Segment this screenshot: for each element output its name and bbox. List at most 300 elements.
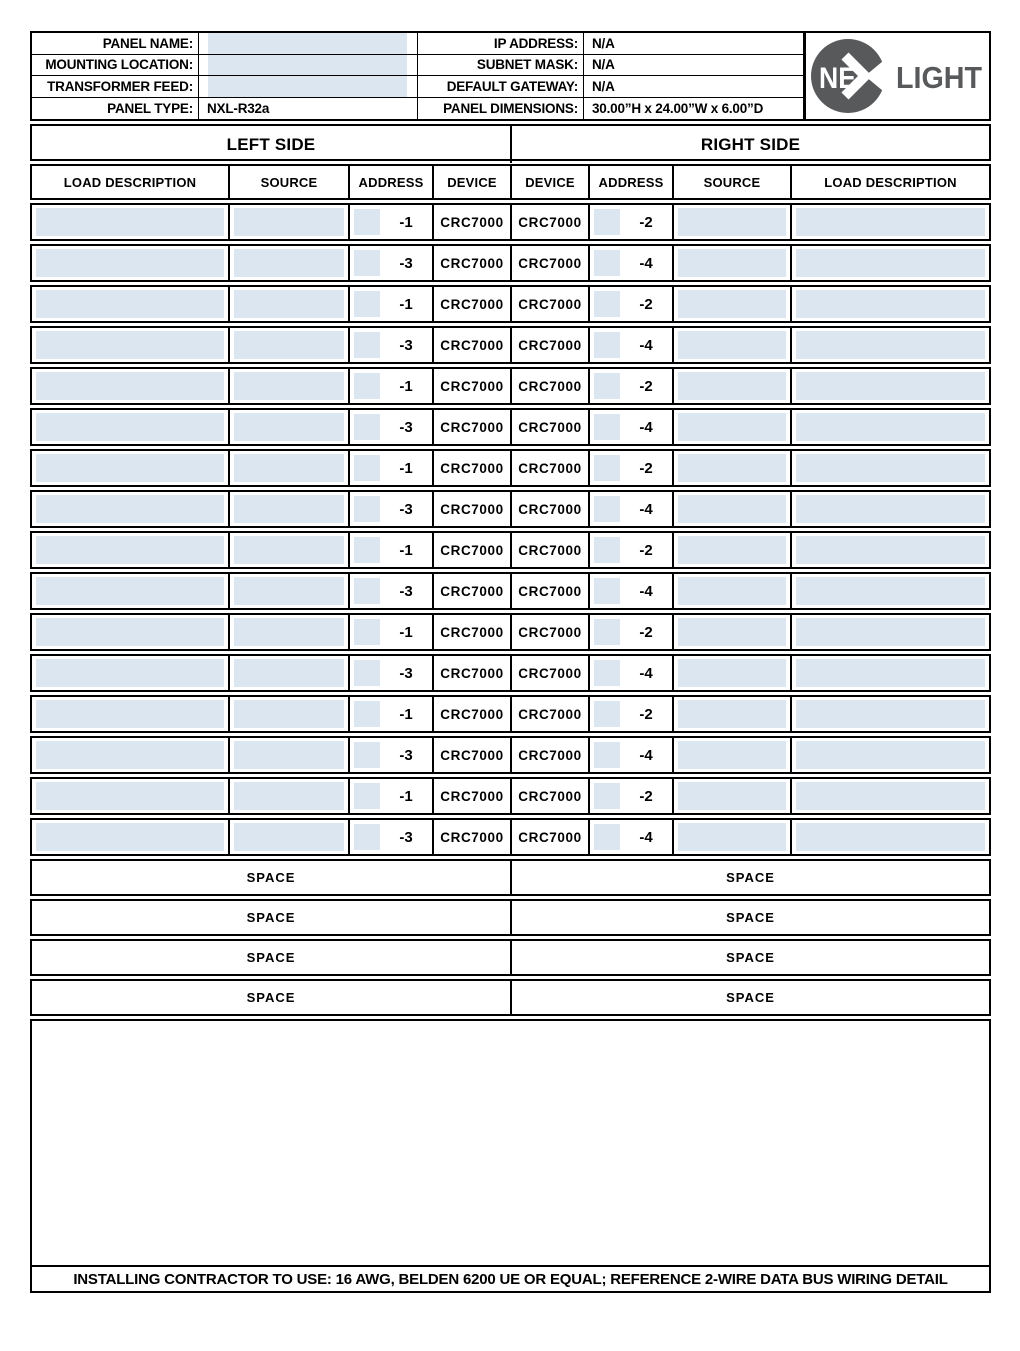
address-cell-left [348,369,432,403]
load-description-input[interactable] [36,536,224,564]
logo-light-text: LIGHT [895,60,982,95]
source-input[interactable] [234,577,344,605]
col-header-text: ADDRESS [598,174,664,190]
load-description-cell-left [32,533,228,567]
device-value: CRC7000 [440,419,504,435]
address-prefix-input[interactable] [354,250,380,276]
address-cell-right [588,205,672,239]
source-input[interactable] [678,413,786,441]
source-input[interactable] [234,618,344,646]
load-description-cell-right [790,410,989,444]
table-row [30,531,991,569]
address-cell-left [348,697,432,731]
space-label: SPACE [246,950,296,965]
space-label: SPACE [726,950,775,965]
address-value: -1 [399,213,413,231]
device-cell-right [510,574,588,608]
device-cell-right [510,656,588,690]
address-prefix-input[interactable] [354,414,380,440]
table-row [30,777,991,815]
load-description-input[interactable] [796,577,985,605]
field-value: 30.00”H x 24.00”W x 6.00”D [592,100,764,116]
field-label: PANEL DIMENSIONS: [443,100,578,116]
source-input[interactable] [234,249,344,277]
load-description-input[interactable] [796,413,985,441]
address-cell-right [588,533,672,567]
space-label: SPACE [726,990,775,1005]
device-cell-left [432,205,510,239]
address-cell-left [348,738,432,772]
source-cell-left [228,492,348,526]
device-cell-left [432,328,510,362]
subnet-mask-field [584,55,804,77]
source-input[interactable] [678,454,786,482]
address-prefix-input[interactable] [594,578,620,604]
address-cell-left [348,410,432,444]
device-cell-right [510,533,588,567]
address-value: -3 [399,746,413,764]
address-prefix-input[interactable] [354,455,380,481]
device-value: CRC7000 [440,788,504,804]
load-description-input[interactable] [36,208,224,236]
device-cell-left [432,820,510,854]
source-cell-left [228,246,348,280]
address-value: -4 [639,254,653,272]
address-cell-right [588,287,672,321]
field-value: NXL-R32a [207,100,270,116]
space-cell-right [510,981,989,1014]
address-cell-right [588,410,672,444]
table-row [30,654,991,692]
space-cell-left [32,941,510,974]
source-cell-left [228,615,348,649]
address-value: -2 [639,541,653,559]
space-label: SPACE [246,870,296,885]
address-cell-right [588,246,672,280]
address-value: -2 [639,705,653,723]
load-description-cell-left [32,328,228,362]
address-value: -4 [639,664,653,682]
space-label: SPACE [246,990,296,1005]
load-description-cell-right [790,205,989,239]
address-cell-left [348,779,432,813]
source-cell-left [228,451,348,485]
col-header-load-description-left [32,166,228,198]
address-prefix-input[interactable] [354,824,380,850]
address-prefix-input[interactable] [594,332,620,358]
space-label: SPACE [726,910,775,925]
panel-name-input[interactable] [208,33,407,54]
address-value: -1 [399,459,413,477]
source-input[interactable] [678,741,786,769]
address-cell-left [348,328,432,362]
table-row [30,613,991,651]
address-prefix-input[interactable] [594,291,620,317]
device-cell-right [510,615,588,649]
address-cell-right [588,328,672,362]
device-cell-left [432,287,510,321]
side-title-text: LEFT SIDE [226,134,316,154]
load-description-input[interactable] [796,536,985,564]
load-description-cell-right [790,615,989,649]
device-value: CRC7000 [440,624,504,640]
address-prefix-input[interactable] [594,824,620,850]
table-row [30,285,991,323]
device-value: CRC7000 [518,706,582,722]
source-input[interactable] [234,741,344,769]
load-description-input[interactable] [796,659,985,687]
space-row [30,899,991,936]
source-cell-right [672,697,790,731]
load-description-input[interactable] [796,208,985,236]
source-cell-left [228,574,348,608]
device-cell-right [510,287,588,321]
source-input[interactable] [234,659,344,687]
load-description-cell-right [790,451,989,485]
load-description-input[interactable] [796,454,985,482]
address-value: -1 [399,541,413,559]
source-input[interactable] [234,331,344,359]
load-description-input[interactable] [796,331,985,359]
device-cell-left [432,738,510,772]
source-cell-right [672,615,790,649]
address-prefix-input[interactable] [354,701,380,727]
address-value: -4 [639,336,653,354]
source-cell-left [228,738,348,772]
space-rows [30,859,991,1016]
source-cell-right [672,205,790,239]
load-description-input[interactable] [796,700,985,728]
mounting-location-label [32,55,199,77]
address-prefix-input[interactable] [594,783,620,809]
load-description-input[interactable] [796,290,985,318]
device-cell-right [510,328,588,362]
device-value: CRC7000 [518,788,582,804]
load-description-cell-right [790,287,989,321]
device-cell-right [510,369,588,403]
space-label: SPACE [726,870,775,885]
field-label: IP ADDRESS: [493,35,578,51]
address-cell-left [348,246,432,280]
col-header-source-right [672,166,790,198]
device-value: CRC7000 [518,829,582,845]
address-cell-left [348,574,432,608]
address-prefix-input[interactable] [354,783,380,809]
load-description-cell-left [32,410,228,444]
address-prefix-input[interactable] [354,660,380,686]
col-header-text: SOURCE [703,174,761,190]
address-cell-right [588,656,672,690]
device-cell-right [510,820,588,854]
source-input[interactable] [678,577,786,605]
source-input[interactable] [678,290,786,318]
col-header-text: DEVICE [525,174,575,190]
source-input[interactable] [678,782,786,810]
address-prefix-input[interactable] [354,496,380,522]
source-cell-left [228,779,348,813]
load-description-input[interactable] [36,741,224,769]
default-gateway-label [418,76,584,98]
address-cell-left [348,820,432,854]
source-input[interactable] [234,782,344,810]
source-input[interactable] [678,208,786,236]
notes-area [30,1019,991,1267]
device-cell-left [432,451,510,485]
source-input[interactable] [678,700,786,728]
panel-info-table [30,31,991,121]
address-value: -2 [639,295,653,313]
load-description-input[interactable] [36,577,224,605]
device-value: CRC7000 [440,501,504,517]
source-input[interactable] [234,495,344,523]
device-value: CRC7000 [440,542,504,558]
load-description-input[interactable] [796,495,985,523]
field-value: N/A [592,35,615,51]
address-cell-right [588,451,672,485]
address-prefix-input[interactable] [594,414,620,440]
address-prefix-input[interactable] [354,332,380,358]
address-value: -2 [639,377,653,395]
load-description-input[interactable] [796,249,985,277]
source-cell-right [672,779,790,813]
source-input[interactable] [678,372,786,400]
mounting-location-input[interactable] [208,55,407,76]
source-cell-right [672,410,790,444]
device-cell-right [510,205,588,239]
source-cell-right [672,492,790,526]
address-prefix-input[interactable] [594,537,620,563]
address-value: -2 [639,787,653,805]
device-cell-left [432,492,510,526]
device-value: CRC7000 [440,255,504,271]
address-cell-left [348,533,432,567]
load-description-input[interactable] [36,331,224,359]
ip-address-field [584,33,804,55]
device-value: CRC7000 [440,829,504,845]
device-value: CRC7000 [440,747,504,763]
address-cell-right [588,574,672,608]
space-row [30,859,991,896]
address-prefix-input[interactable] [354,373,380,399]
field-label: SUBNET MASK: [476,57,578,73]
device-cell-left [432,410,510,444]
panel-type-field [199,98,418,120]
address-prefix-input[interactable] [594,619,620,645]
device-value: CRC7000 [518,378,582,394]
device-value: CRC7000 [518,542,582,558]
address-value: -4 [639,500,653,518]
load-description-input[interactable] [36,290,224,318]
source-cell-left [228,697,348,731]
address-prefix-input[interactable] [354,619,380,645]
device-cell-right [510,492,588,526]
column-header-row [30,164,991,200]
source-cell-left [228,328,348,362]
source-cell-left [228,820,348,854]
source-cell-left [228,656,348,690]
source-cell-left [228,287,348,321]
source-input[interactable] [234,454,344,482]
device-cell-left [432,574,510,608]
source-input[interactable] [234,290,344,318]
address-value: -3 [399,254,413,272]
address-cell-right [588,369,672,403]
space-cell-left [32,981,510,1014]
table-row [30,203,991,241]
col-header-text: DEVICE [447,174,497,190]
source-input[interactable] [678,536,786,564]
device-value: CRC7000 [440,296,504,312]
space-row [30,939,991,976]
load-description-input[interactable] [36,454,224,482]
device-value: CRC7000 [440,378,504,394]
address-prefix-input[interactable] [594,660,620,686]
device-value: CRC7000 [440,583,504,599]
address-cell-right [588,779,672,813]
load-description-input[interactable] [36,249,224,277]
source-input[interactable] [678,823,786,851]
address-prefix-input[interactable] [354,742,380,768]
table-row [30,736,991,774]
space-cell-left [32,901,510,934]
source-input[interactable] [234,372,344,400]
col-header-text: LOAD DESCRIPTION [824,174,957,190]
address-cell-right [588,615,672,649]
device-cell-right [510,246,588,280]
load-description-input[interactable] [796,782,985,810]
address-prefix-input[interactable] [594,701,620,727]
device-value: CRC7000 [518,583,582,599]
table-row [30,408,991,446]
address-prefix-input[interactable] [354,209,380,235]
source-input[interactable] [234,823,344,851]
address-prefix-input[interactable] [354,578,380,604]
panel-name-field [199,33,418,55]
transformer-feed-input[interactable] [208,76,407,97]
address-prefix-input[interactable] [594,455,620,481]
load-description-input[interactable] [36,823,224,851]
load-description-cell-left [32,287,228,321]
data-rows [30,203,991,856]
source-input[interactable] [678,659,786,687]
load-description-input[interactable] [36,782,224,810]
address-cell-left [348,451,432,485]
source-input[interactable] [678,495,786,523]
wiring-note-row [30,1265,991,1293]
address-prefix-input[interactable] [594,373,620,399]
device-cell-right [510,451,588,485]
device-value: CRC7000 [518,337,582,353]
space-cell-right [510,941,989,974]
source-input[interactable] [234,208,344,236]
device-cell-right [510,738,588,772]
transformer-feed-label [32,76,199,98]
device-value: CRC7000 [518,419,582,435]
load-description-cell-right [790,820,989,854]
load-description-cell-left [32,369,228,403]
space-cell-left [32,861,510,894]
address-cell-left [348,615,432,649]
space-cell-right [510,861,989,894]
device-cell-right [510,410,588,444]
address-prefix-input[interactable] [594,209,620,235]
device-value: CRC7000 [518,665,582,681]
source-input[interactable] [234,413,344,441]
source-input[interactable] [678,331,786,359]
source-input[interactable] [678,618,786,646]
device-value: CRC7000 [440,460,504,476]
address-value: -3 [399,664,413,682]
col-header-text: ADDRESS [358,174,424,190]
load-description-input[interactable] [36,372,224,400]
address-value: -3 [399,418,413,436]
load-description-cell-left [32,492,228,526]
source-input[interactable] [678,249,786,277]
device-cell-right [510,697,588,731]
load-description-cell-left [32,820,228,854]
load-description-cell-left [32,574,228,608]
load-description-input[interactable] [796,372,985,400]
load-description-input[interactable] [36,495,224,523]
source-input[interactable] [234,536,344,564]
address-prefix-input[interactable] [594,250,620,276]
col-header-load-description-right [790,166,989,198]
subnet-mask-label [418,55,584,77]
field-label: MOUNTING LOCATION: [45,57,193,73]
source-cell-right [672,246,790,280]
address-prefix-input[interactable] [354,537,380,563]
panel-dimensions-label [418,98,584,120]
address-value: -3 [399,582,413,600]
address-prefix-input[interactable] [594,742,620,768]
load-description-cell-right [790,574,989,608]
load-description-cell-right [790,369,989,403]
load-description-input[interactable] [796,823,985,851]
col-header-device-right [510,166,588,198]
source-input[interactable] [234,700,344,728]
table-row [30,818,991,856]
table-row [30,244,991,282]
device-cell-left [432,656,510,690]
source-cell-left [228,410,348,444]
load-description-input[interactable] [36,659,224,687]
load-description-cell-right [790,656,989,690]
load-description-input[interactable] [36,618,224,646]
device-cell-left [432,697,510,731]
load-description-input[interactable] [36,413,224,441]
table-row [30,367,991,405]
load-description-input[interactable] [796,618,985,646]
source-cell-right [672,287,790,321]
address-value: -1 [399,377,413,395]
address-prefix-input[interactable] [594,496,620,522]
device-value: CRC7000 [518,460,582,476]
load-description-input[interactable] [36,700,224,728]
load-description-cell-right [790,328,989,362]
address-prefix-input[interactable] [354,291,380,317]
device-value: CRC7000 [518,501,582,517]
source-cell-right [672,451,790,485]
table-row [30,695,991,733]
device-cell-left [432,615,510,649]
address-cell-right [588,820,672,854]
source-cell-right [672,656,790,690]
device-cell-left [432,246,510,280]
panel-name-label [32,33,199,55]
address-cell-left [348,492,432,526]
logo-nex-text: NE [818,62,856,95]
load-description-input[interactable] [796,741,985,769]
